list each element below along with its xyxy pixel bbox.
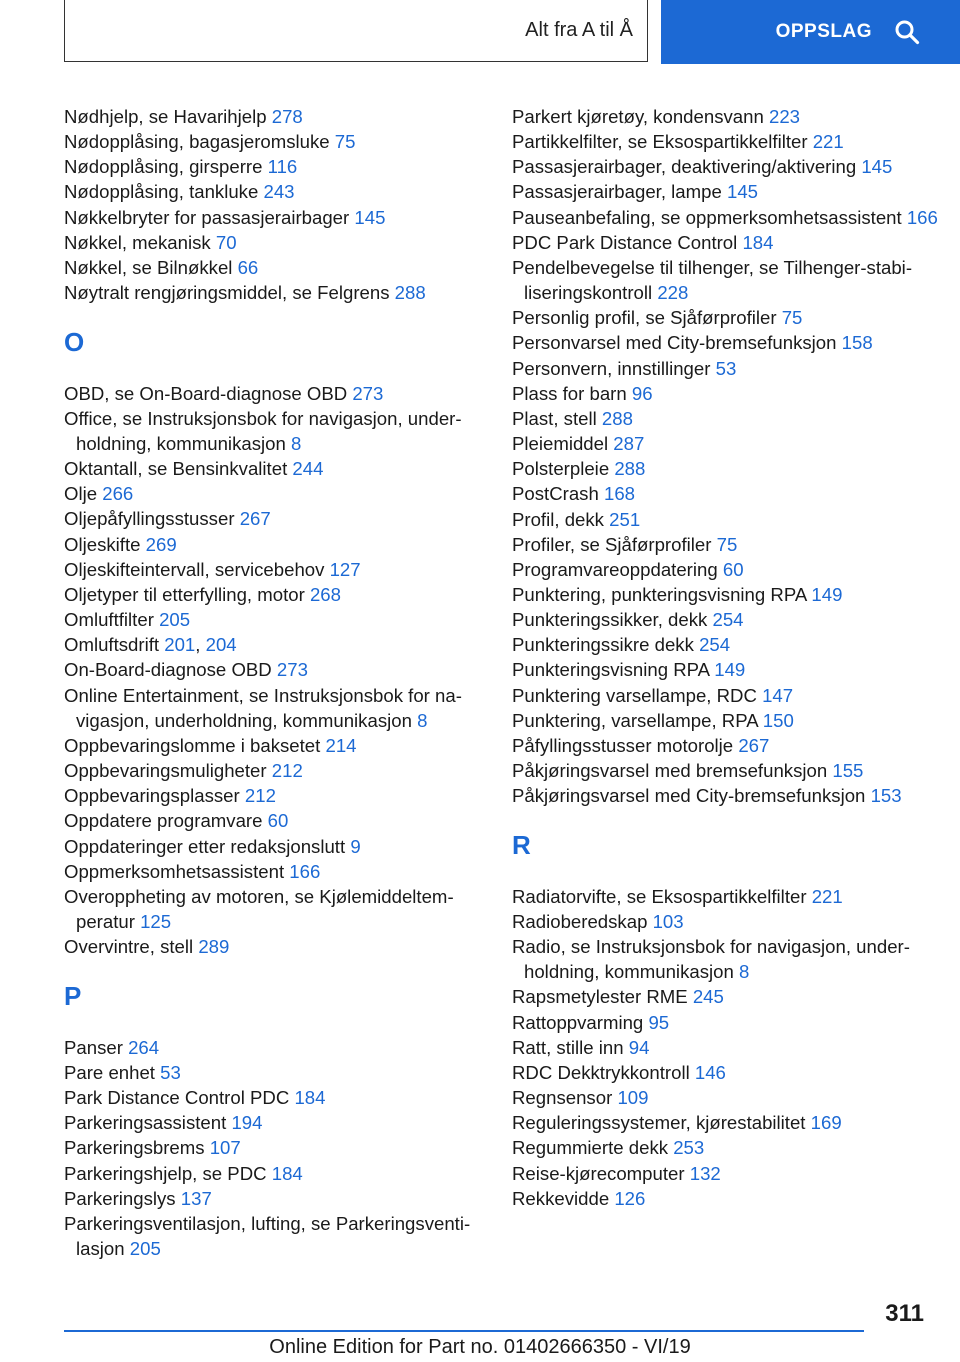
index-entry-text: Ratt, stille inn <box>512 1036 624 1058</box>
index-entry-text: Rattoppvarming <box>512 1011 644 1033</box>
index-entry-text: Oljepåfyllingsstusser <box>64 508 235 530</box>
page-link[interactable]: 221 <box>812 131 844 153</box>
index-entry <box>512 330 952 355</box>
index-entry-text: Punktering, punkteringsvisning RPA <box>512 583 807 605</box>
index-entry <box>512 104 952 129</box>
index-entry-text: OBD, se On-Board-diagnose OBD <box>64 382 348 404</box>
index-entry-text: RDC Dekktrykkontroll <box>512 1061 690 1083</box>
index-entry <box>64 506 484 531</box>
index-entry-text: On-Board-diagnose OBD <box>64 659 272 681</box>
page-link[interactable]: 267 <box>738 734 770 756</box>
page-link[interactable]: 8 <box>739 961 750 983</box>
index-entry-text: Passasjerairbager, deaktivering/aktivering <box>512 156 857 178</box>
index-entry <box>512 1010 952 1035</box>
page-link[interactable]: 184 <box>742 231 774 253</box>
index-entry-text: Parkeringsventilasjon, lufting, se Parkeringsventilasjon <box>64 1212 471 1259</box>
index-entry-text: PostCrash <box>512 483 599 505</box>
index-entry <box>512 431 952 456</box>
page-link[interactable]: 66 <box>237 256 259 278</box>
page-link[interactable]: 168 <box>603 483 636 505</box>
index-entry <box>64 808 484 833</box>
index-entry-text: Nøkkel, mekanisk <box>64 231 211 253</box>
index-entry-text: Profil, dekk <box>512 508 604 530</box>
index-entry-text: Parkeringsassistent <box>64 1112 227 1134</box>
index-entry-text: Parkeringslys <box>64 1187 176 1209</box>
page-link[interactable]: 95 <box>648 1011 670 1033</box>
index-entry-text: Pleiemiddel <box>512 433 609 455</box>
index-entry-text: Punkteringssikker, dekk <box>512 609 708 631</box>
index-entry <box>512 582 952 607</box>
page-link[interactable]: 116 <box>267 156 298 178</box>
section-header <box>64 0 648 62</box>
page-link[interactable]: 132 <box>689 1162 721 1184</box>
page-link[interactable]: 288 <box>614 458 646 480</box>
index-entry <box>64 582 484 607</box>
page-link[interactable]: 53 <box>160 1061 181 1083</box>
index-entry <box>64 230 484 255</box>
index-entry <box>64 406 484 456</box>
index-entry: Omluftsdrift 201, 204 <box>64 634 237 656</box>
index-entry <box>64 104 484 129</box>
index-entry-text: Oppdateringer etter redaksjonslutt <box>64 835 346 857</box>
index-entry-text: PDC Park Distance Control <box>512 231 738 253</box>
index-entry-text: Regnsensor <box>512 1087 613 1109</box>
page-link[interactable]: 8 <box>291 433 302 454</box>
index-entry-text: Profiler, se Sjåførprofiler <box>512 533 712 555</box>
index-entry <box>512 683 952 708</box>
index-entry <box>64 205 484 230</box>
page-link[interactable]: 201 <box>164 634 196 656</box>
index-entry <box>512 179 952 204</box>
page-link[interactable]: 184 <box>294 1087 326 1109</box>
page-link[interactable]: 254 <box>699 634 731 656</box>
index-entry <box>64 884 484 934</box>
index-entry <box>512 783 952 808</box>
page-link[interactable]: 8 <box>417 709 428 731</box>
index-entry <box>64 1060 484 1085</box>
page-link[interactable]: 288 <box>394 282 426 304</box>
index-entry <box>64 280 484 305</box>
index-entry <box>512 1135 952 1160</box>
page-link[interactable]: 244 <box>292 458 324 480</box>
page-link[interactable]: 253 <box>673 1137 705 1159</box>
page-number: 311 <box>885 1300 924 1327</box>
page-link[interactable]: 150 <box>762 709 794 731</box>
page-link[interactable]: 268 <box>309 583 341 605</box>
index-letter-heading: R <box>512 830 531 861</box>
index-entry <box>512 205 952 230</box>
index-entry-text: Oljeskifteintervall, servicebehov <box>64 558 325 580</box>
index-entry-text: Passasjerairbager, lampe <box>512 181 722 203</box>
page-link[interactable]: 146 <box>694 1061 726 1083</box>
page-link[interactable]: 149 <box>811 583 843 605</box>
page-link[interactable]: 126 <box>614 1187 646 1209</box>
lookup-button[interactable] <box>661 0 960 64</box>
index-entry <box>512 607 952 632</box>
index-entry <box>512 909 952 934</box>
index-column-left <box>64 104 484 1261</box>
index-entry <box>64 1186 484 1211</box>
page-link[interactable]: 269 <box>145 533 177 555</box>
index-entry <box>64 129 484 154</box>
page-link[interactable]: 228 <box>657 282 689 304</box>
index-entry <box>64 1135 484 1160</box>
index-entry-text: Olje <box>64 483 98 505</box>
index-entry <box>512 758 952 783</box>
index-entry-text: Pauseanbefaling, se oppmerksomhetsassistent <box>512 206 902 228</box>
index-entry-text: Punktering, varsellampe, RPA <box>512 709 758 731</box>
index-entry <box>512 154 952 179</box>
page-link[interactable]: 94 <box>628 1036 650 1058</box>
page-link[interactable]: 96 <box>631 382 653 404</box>
index-entry <box>64 1085 484 1110</box>
index-entry-text: Nøkkelbryter for passasjerairbager <box>64 206 350 228</box>
page-link[interactable]: 145 <box>354 206 386 228</box>
index-entry-text: Plast, stell <box>512 407 597 429</box>
index-entry-text: Nødopplåsing, bagasjeromsluke <box>64 131 330 153</box>
index-entry-text: Rekkevidde <box>512 1187 610 1209</box>
index-entry-text: Punkteringsvisning RPA <box>512 659 710 681</box>
page-link[interactable]: 153 <box>870 785 902 807</box>
page-link[interactable]: 155 <box>832 760 864 782</box>
index-entry <box>512 1085 952 1110</box>
index-entry <box>512 305 952 330</box>
index-entry-text: Online Entertainment, se Instruksjonsbok for navigasjon, underholdning, kommunikasjon <box>64 684 462 731</box>
page-link[interactable]: 166 <box>289 860 321 882</box>
page-link[interactable]: 245 <box>692 986 724 1008</box>
page-link[interactable]: 53 <box>715 357 737 379</box>
page-link[interactable]: 9 <box>350 835 361 857</box>
index-entry-text: Personvern, innstillinger <box>512 357 711 379</box>
index-entry <box>512 456 952 481</box>
page-link[interactable]: 158 <box>841 332 873 354</box>
index-entry-text: Regummierte dekk <box>512 1137 669 1159</box>
index-entry <box>64 456 484 481</box>
page-link[interactable]: 60 <box>722 558 744 580</box>
page-link[interactable]: 287 <box>613 433 645 455</box>
index-entry <box>512 1161 952 1186</box>
index-entry-text: Nøytralt rengjøringsmiddel, se Felgrens <box>64 282 390 304</box>
index-entry <box>512 632 952 657</box>
index-entry-text: Oppbevaringsplasser <box>64 785 240 807</box>
index-entry <box>512 1035 952 1060</box>
index-entry <box>64 381 484 406</box>
index-entry-text: Parkeringsbrems <box>64 1137 205 1159</box>
index-entry <box>64 1035 484 1060</box>
index-entry <box>64 657 484 682</box>
index-entry-text: Påfyllingsstusser motorolje <box>512 734 734 756</box>
index-entry-text: Nødhjelp, se Havarihjelp <box>64 106 267 127</box>
index-entry-text: Reise-kjørecomputer <box>512 1162 685 1184</box>
page-link[interactable]: 109 <box>617 1087 649 1109</box>
index-entry-text: Park Distance Control PDC <box>64 1087 290 1109</box>
page-link[interactable]: 103 <box>652 910 684 932</box>
page-link[interactable]: 169 <box>810 1112 842 1134</box>
index-entry <box>512 557 952 582</box>
index-entry-text: Polsterpleie <box>512 458 610 480</box>
index-column-right <box>512 104 952 1211</box>
index-entry <box>64 733 484 758</box>
index-entry <box>64 255 484 280</box>
page-link[interactable]: 223 <box>768 106 801 127</box>
index-entry <box>64 1110 484 1135</box>
index-entry-text: Oppmerksomhetsassistent <box>64 860 285 882</box>
index-entry-text: Omluftsdrift <box>64 634 160 656</box>
page-link[interactable]: 266 <box>102 483 134 505</box>
index-entry-text: Punktering varsellampe, RDC <box>512 684 757 706</box>
page-link[interactable]: 145 <box>861 156 893 178</box>
index-entry-text: Programvareoppdatering <box>512 558 718 580</box>
page-link[interactable]: 212 <box>271 760 303 782</box>
index-entry <box>64 859 484 884</box>
index-entry-text: Office, se Instruksjonsbok for navigasjon, underholdning, kommunikasjon <box>64 407 462 454</box>
index-entry <box>512 381 952 406</box>
index-entry-text: Radio, se Instruksjonsbok for navigasjon, underholdning, kommunikasjon <box>512 936 910 983</box>
index-entry-text: Oljetyper til etterfylling, motor <box>64 583 305 605</box>
index-entry-text: Partikkelfilter, se Eksospartikkelfilter <box>512 131 808 153</box>
page-link[interactable]: 221 <box>811 885 843 907</box>
index-letter-heading: P <box>64 981 82 1012</box>
index-entry <box>512 733 952 758</box>
index-entry <box>512 230 952 255</box>
page-link[interactable]: 264 <box>128 1036 160 1058</box>
index-entry <box>512 708 952 733</box>
index-entry-text: Overvintre, stell <box>64 936 194 958</box>
index-entry-text: Overoppheting av motoren, se Kjølemiddeltemperatur <box>64 885 454 932</box>
index-entry-text: Omluftfilter <box>64 609 154 631</box>
page-link[interactable]: 214 <box>325 734 357 756</box>
index-entry <box>512 255 952 305</box>
index-entry <box>64 683 484 733</box>
index-entry <box>64 1161 484 1186</box>
index-entry-text: Rapsmetylester RME <box>512 986 688 1008</box>
index-entry <box>512 1110 952 1135</box>
index-entry-text: Punkteringssikre dekk <box>512 634 694 656</box>
page-link[interactable]: 125 <box>140 910 172 932</box>
index-entry <box>64 1211 484 1261</box>
page-link[interactable]: 75 <box>781 307 803 329</box>
page-link[interactable]: 166 <box>906 206 938 228</box>
index-entry <box>512 984 952 1009</box>
page-link[interactable]: 147 <box>762 684 794 706</box>
index-entry <box>512 1060 952 1085</box>
search-icon <box>894 19 920 45</box>
index-entry <box>64 154 484 179</box>
index-entry-text: Reguleringssystemer, kjørestabilitet <box>512 1112 806 1134</box>
index-entry-text: Personvarsel med City-bremsefunksjon <box>512 332 837 354</box>
index-entry <box>64 758 484 783</box>
page-link[interactable]: 267 <box>239 508 271 530</box>
index-entry <box>512 481 952 506</box>
index-entry <box>512 884 952 909</box>
index-entry <box>64 934 484 959</box>
index-entry <box>512 657 952 682</box>
index-entry <box>64 607 484 632</box>
page-link[interactable]: 107 <box>209 1137 241 1159</box>
index-entry <box>64 481 484 506</box>
page-link[interactable]: 184 <box>271 1162 303 1184</box>
index-entry-text: Nøkkel, se Bilnøkkel <box>64 256 233 278</box>
index-entry-text: Personlig profil, se Sjåførprofiler <box>512 307 777 329</box>
index-entry-text: Oktantall, se Bensinkvalitet <box>64 458 288 480</box>
index-entry <box>64 557 484 582</box>
index-entry-text: Oppbevaringsmuligheter <box>64 760 267 782</box>
index-entry-text: Parkert kjøretøy, kondensvann <box>512 106 764 127</box>
index-entry <box>64 783 484 808</box>
page-link[interactable]: 251 <box>609 508 641 530</box>
page-link[interactable]: 75 <box>334 131 356 153</box>
page-link[interactable]: 204 <box>205 634 237 656</box>
section-title: Alt fra A til Å <box>525 19 633 41</box>
page-link[interactable]: 149 <box>714 659 746 681</box>
index-entry-text: Oljeskifte <box>64 533 141 555</box>
index-entry <box>512 507 952 532</box>
page-link[interactable]: 137 <box>180 1187 212 1209</box>
index-entry-text: Radiatorvifte, se Eksospartikkelfilter <box>512 885 807 907</box>
page-link[interactable]: 273 <box>276 659 308 681</box>
page-link[interactable]: 75 <box>716 533 738 555</box>
index-entry-text: Panser <box>64 1036 123 1058</box>
index-letter-heading: O <box>64 327 85 358</box>
lookup-label: OPPSLAG <box>775 21 872 42</box>
page-link[interactable]: 278 <box>271 106 303 127</box>
page-link[interactable]: 205 <box>129 1237 161 1259</box>
index-entry-text: Påkjøringsvarsel med bremsefunksjon <box>512 760 828 782</box>
page-link[interactable]: 60 <box>267 810 289 832</box>
index-entry-text: Nødopplåsing, girsperre <box>64 156 263 178</box>
index-entry-text: Parkeringshjelp, se PDC <box>64 1162 267 1184</box>
index-entry-text: Radioberedskap <box>512 910 648 932</box>
page-link[interactable]: 289 <box>198 936 230 958</box>
index-entry <box>512 1186 952 1211</box>
index-entry <box>512 934 952 984</box>
page-link[interactable]: 288 <box>601 407 633 429</box>
index-entry-text: Påkjøringsvarsel med City-bremsefunksjon <box>512 785 866 807</box>
index-entry-text: Oppbevaringslomme i baksetet <box>64 734 321 756</box>
page-link[interactable]: 243 <box>263 181 295 203</box>
footer-edition: Online Edition for Part no. 01402666350 - VI/19 <box>269 1335 691 1358</box>
index-entry-text: Pare enhet <box>64 1061 155 1083</box>
index-entry-text: Oppdatere programvare <box>64 810 263 832</box>
index-entry <box>512 406 952 431</box>
index-entry <box>64 834 484 859</box>
index-entry <box>64 179 484 204</box>
page-link[interactable]: 145 <box>726 181 759 203</box>
index-entry-text: Nødopplåsing, tankluke <box>64 181 259 203</box>
page-link[interactable]: 70 <box>215 231 237 253</box>
page-link[interactable]: 205 <box>159 609 191 631</box>
page-link[interactable]: 127 <box>329 558 361 580</box>
index-entry <box>512 356 952 381</box>
page-link[interactable]: 254 <box>712 609 744 631</box>
index-entry-text: Plass for barn <box>512 382 627 404</box>
page-link[interactable]: 273 <box>352 382 384 404</box>
page-link[interactable]: 194 <box>231 1112 263 1134</box>
page-link[interactable]: 212 <box>244 785 276 807</box>
index-entry <box>64 532 484 557</box>
index-entry <box>512 129 952 154</box>
index-entry-text: Pendelbevegelse til tilhenger, se Tilhenger-stabiliseringskontroll <box>512 256 913 304</box>
index-entry <box>512 532 952 557</box>
